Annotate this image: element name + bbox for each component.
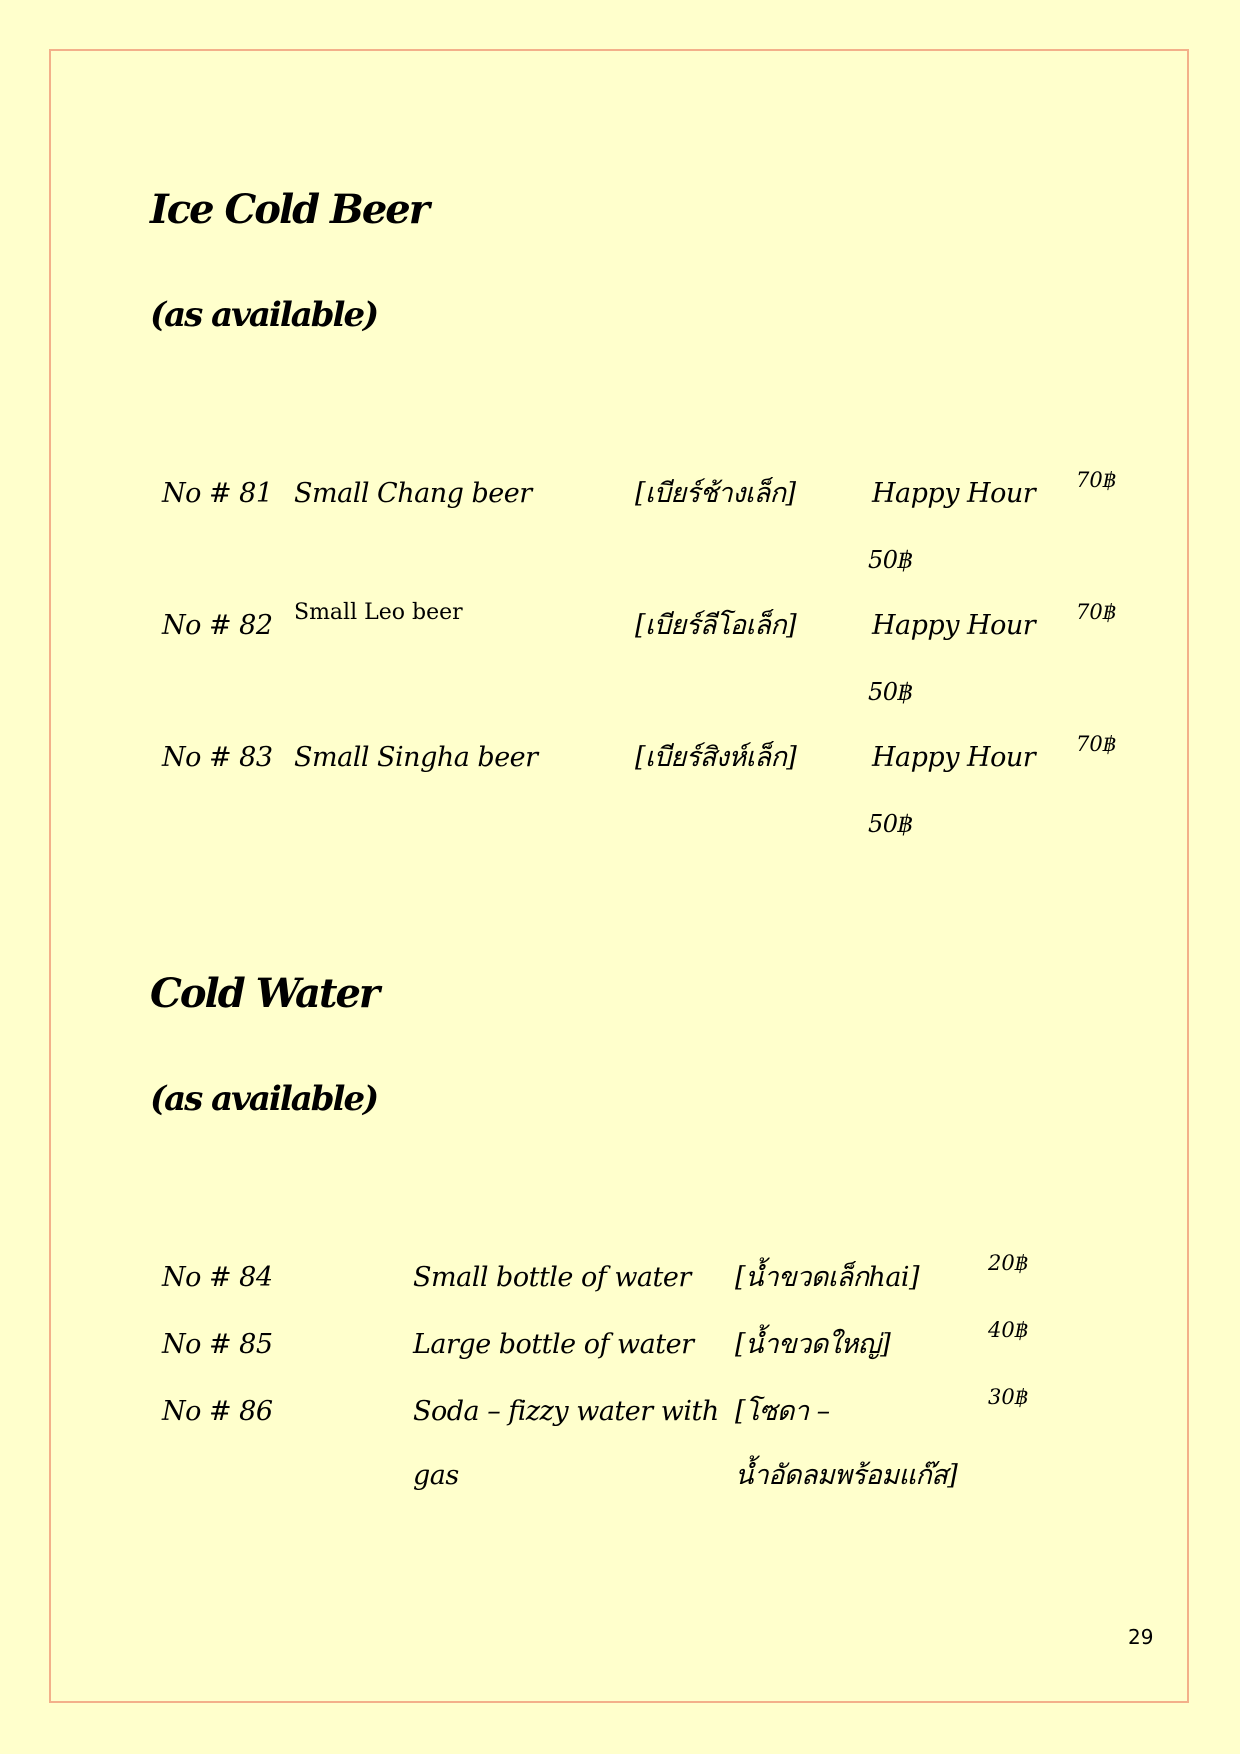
item-thai-name: [เบียร์ช้างเล็ก]: [635, 478, 796, 509]
item-thai-name: [เบียร์ลีโอเล็ก]: [635, 610, 797, 641]
item-price: 30฿: [988, 1385, 1029, 1409]
happy-hour-price: 50฿: [868, 546, 913, 574]
beer-section-subtitle: (as available): [150, 295, 378, 335]
item-number: No # 85: [162, 1329, 273, 1360]
item-price: 40฿: [988, 1318, 1029, 1342]
item-price: 70฿: [1076, 468, 1117, 492]
happy-hour-price: 50฿: [868, 810, 913, 838]
item-name-line-1: Soda – fizzy water with: [413, 1396, 719, 1427]
item-name: Small bottle of water: [413, 1262, 691, 1293]
item-name-line-2: gas: [413, 1460, 459, 1491]
item-number: No # 81: [162, 478, 273, 509]
item-price: 70฿: [1076, 732, 1117, 756]
item-price: 20฿: [988, 1251, 1029, 1275]
page-number: 29: [1128, 1625, 1154, 1649]
item-name: Small Singha beer: [294, 742, 538, 773]
water-section-subtitle: (as available): [150, 1079, 378, 1119]
water-section-title: Cold Water: [150, 970, 378, 1017]
item-thai-name-line-2: น้ำอัดลมพร้อมแก๊ส]: [735, 1460, 958, 1491]
item-price: 70฿: [1076, 600, 1117, 624]
item-thai-name: [น้ำขวดเล็กhai]: [735, 1262, 920, 1293]
happy-hour-label: Happy Hour: [872, 478, 1036, 509]
happy-hour-label: Happy Hour: [872, 610, 1036, 641]
item-thai-name: [น้ำขวดใหญ่]: [735, 1329, 891, 1360]
happy-hour-price: 50฿: [868, 678, 913, 706]
item-name: Large bottle of water: [413, 1329, 694, 1360]
item-name: Small Chang beer: [294, 478, 532, 509]
item-number: No # 84: [162, 1262, 273, 1293]
beer-section-title: Ice Cold Beer: [150, 186, 428, 233]
item-number: No # 82: [162, 610, 273, 641]
item-thai-name-line-1: [โซดา –: [735, 1396, 830, 1427]
item-number: No # 83: [162, 742, 273, 773]
item-name: Small Leo beer: [294, 600, 463, 625]
item-thai-name: [เบียร์สิงห์เล็ก]: [635, 742, 797, 773]
happy-hour-label: Happy Hour: [872, 742, 1036, 773]
item-number: No # 86: [162, 1396, 273, 1427]
